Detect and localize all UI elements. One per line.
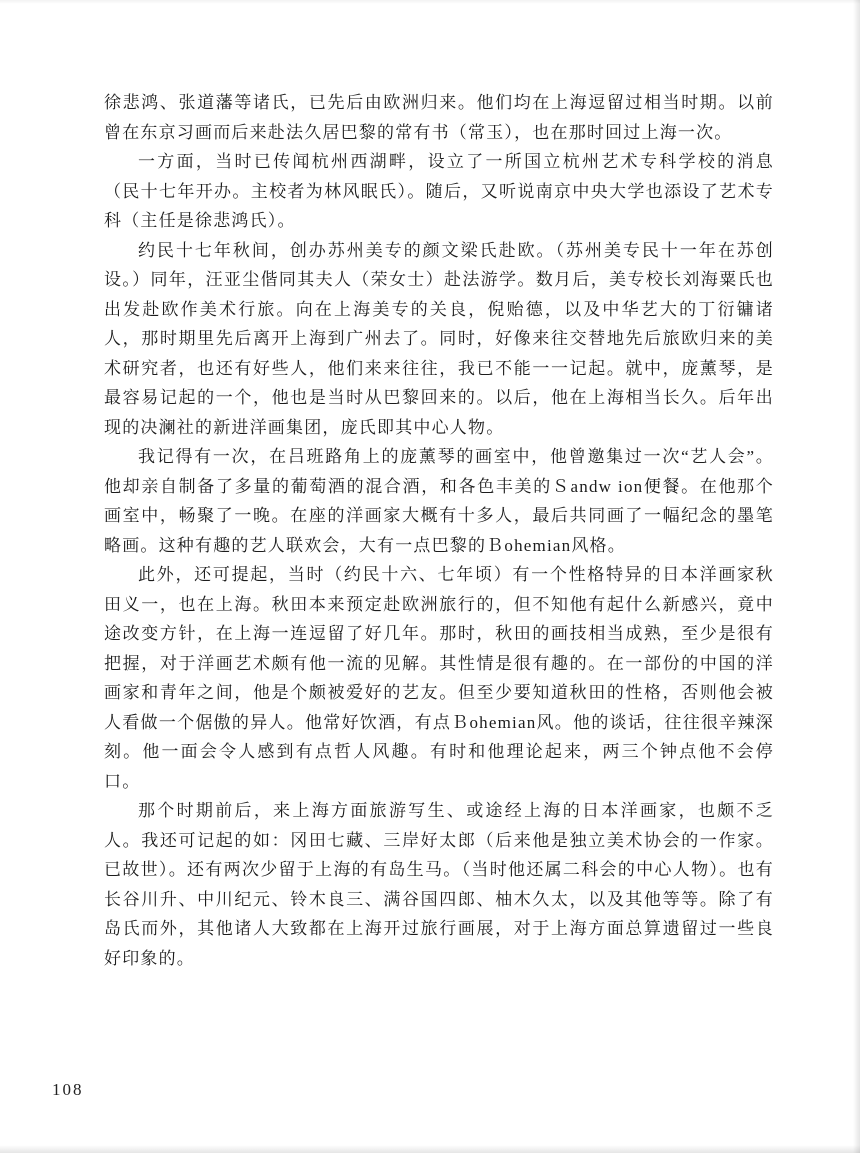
scan-edge-top: [0, 0, 860, 4]
body-text: [104, 88, 774, 973]
paragraph: 我记得有一次，在吕班路角上的庞薰琴的画室中，他曾邀集过一次“艺人会”。他却亲自制备了多量的葡萄酒的混合酒，和各色丰美的Ｓandw ion便餐。在他那个画室中，畅聚了一晚。在座的洋画家大概有十多人，最后共同画了一幅纪念的墨笔略画。这种有趣的艺人联欢会，大有一点巴黎的Ｂohemian风格。: [104, 447, 774, 555]
paragraph: 那个时期前后，来上海方面旅游写生、或途经上海的日本洋画家，也颇不乏人。我还可记起的如：冈田七藏、三岸好太郎（后来他是独立美术协会的一作家。已故世）。还有两次少留于上海的有岛生马。（当时他还属二科会的中心人物）。也有长谷川升、中川纪元、铃木良三、满谷国四郎、柚木久太，以及其他等等。除了有岛氏而外，其他诸人大致都在上海开过旅行画展，对于上海方面总算遗留过一些良好印象的。: [104, 801, 774, 968]
paragraph: 约民十七年秋间，创办苏州美专的颜文梁氏赴欧。（苏州美专民十一年在苏创设。）同年，汪亚尘偕同其夫人（荣女士）赴法游学。数月后，美专校长刘海粟氏也出发赴欧作美术行旅。向在上海美专的关良，倪贻德，以及中华艺大的丁衍镛诸人，那时期里先后离开上海到广州去了。同时，好像来往交替地先后旅欧归来的美术研究者，也还有好些人，他们来来往往，我已不能一一记起。就中，庞薰琴，是最容易记起的一个，他也是当时从巴黎回来的。以后，他在上海相当长久。后年出现的决澜社的新进洋画集团，庞氏即其中心人物。: [104, 240, 774, 437]
scan-edge-right: [853, 0, 860, 1153]
page-number: 108: [52, 1080, 84, 1099]
paragraph: 徐悲鸿、张道藩等诸氏，已先后由欧洲归来。他们均在上海逗留过相当时期。以前曾在东京习画而后来赴法久居巴黎的常有书（常玉），也在那时回过上海一次。: [104, 93, 774, 142]
paragraph: 此外，还可提起，当时（约民十六、七年顷）有一个性格特异的日本洋画家秋田义一，也在上海。秋田本来预定赴欧洲旅行的，但不知他有起什么新感兴，竟中途改变方针，在上海一连逗留了好几年。那时，秋田的画技相当成熟，至少是很有把握，对于洋画艺术颇有他一流的见解。其性情是很有趣的。在一部份的中国的洋画家和青年之间，他是个颇被爱好的艺友。但至少要知道秋田的性格，否则他会被人看做一个倨傲的异人。他常好饮酒，有点Ｂohemian风。他的谈话，往往很辛辣深刻。他一面会令人感到有点哲人风趣。有时和他理论起来，两三个钟点他不会停口。: [104, 565, 774, 791]
scan-edge-bottom: [0, 1145, 860, 1153]
paragraph: 一方面，当时已传闻杭州西湖畔，设立了一所国立杭州艺术专科学校的消息（民十七年开办。主校者为林风眠氏）。随后，又听说南京中央大学也添设了艺术专科（主任是徐悲鸿氏）。: [104, 152, 774, 230]
